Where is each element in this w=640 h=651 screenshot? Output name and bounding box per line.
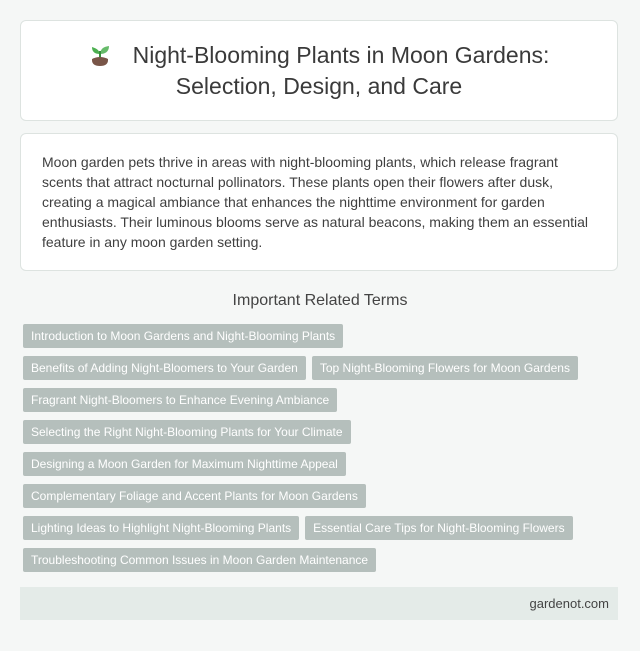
footer bbox=[20, 587, 618, 620]
term-row bbox=[23, 324, 623, 348]
term-row bbox=[23, 356, 623, 380]
title-card bbox=[20, 20, 618, 121]
term-tag[interactable]: Complementary Foliage and Accent Plants for Moon Gardens bbox=[23, 484, 366, 508]
term-row bbox=[23, 516, 623, 540]
sprout-icon bbox=[89, 41, 111, 67]
term-tag[interactable]: Essential Care Tips for Night-Blooming Flowers bbox=[305, 516, 572, 540]
term-tag[interactable]: Top Night-Blooming Flowers for Moon Gardens bbox=[312, 356, 578, 380]
term-row bbox=[23, 452, 623, 476]
description-text: Moon garden pets thrive in areas with night-blooming plants, which release fragrant scents that attract nocturnal pollinators. These plants open their flowers after dusk, creating a magical ambiance that enhances the nighttime environment for garden enthusiasts. Their luminous blooms serve as natural beacons, making them an essential feature in any moon garden setting. bbox=[42, 154, 589, 250]
term-tag[interactable]: Selecting the Right Night-Blooming Plants for Your Climate bbox=[23, 420, 351, 444]
description-card bbox=[20, 133, 618, 271]
footer-site-link[interactable]: gardenot.com bbox=[529, 596, 609, 611]
title-line-2: Selection, Design, and Care bbox=[175, 72, 463, 99]
term-row bbox=[23, 548, 623, 572]
related-terms-heading: Important Related Terms bbox=[232, 292, 408, 309]
term-row bbox=[23, 388, 623, 412]
term-tag[interactable]: Designing a Moon Garden for Maximum Nighttime Appeal bbox=[23, 452, 346, 476]
title-wrap bbox=[89, 40, 550, 102]
term-tag[interactable]: Lighting Ideas to Highlight Night-Blooming Plants bbox=[23, 516, 299, 540]
title-line-1: Night-Blooming Plants in Moon Gardens: bbox=[132, 41, 550, 68]
term-tag[interactable]: Introduction to Moon Gardens and Night-Blooming Plants bbox=[23, 324, 343, 348]
term-tag[interactable]: Benefits of Adding Night-Bloomers to Your Garden bbox=[23, 356, 306, 380]
term-row bbox=[23, 420, 623, 444]
term-tag[interactable]: Fragrant Night-Bloomers to Enhance Evening Ambiance bbox=[23, 388, 337, 412]
term-tag[interactable]: Troubleshooting Common Issues in Moon Garden Maintenance bbox=[23, 548, 376, 572]
term-row bbox=[23, 484, 623, 508]
page-title bbox=[89, 40, 550, 102]
related-terms-list bbox=[23, 324, 623, 580]
